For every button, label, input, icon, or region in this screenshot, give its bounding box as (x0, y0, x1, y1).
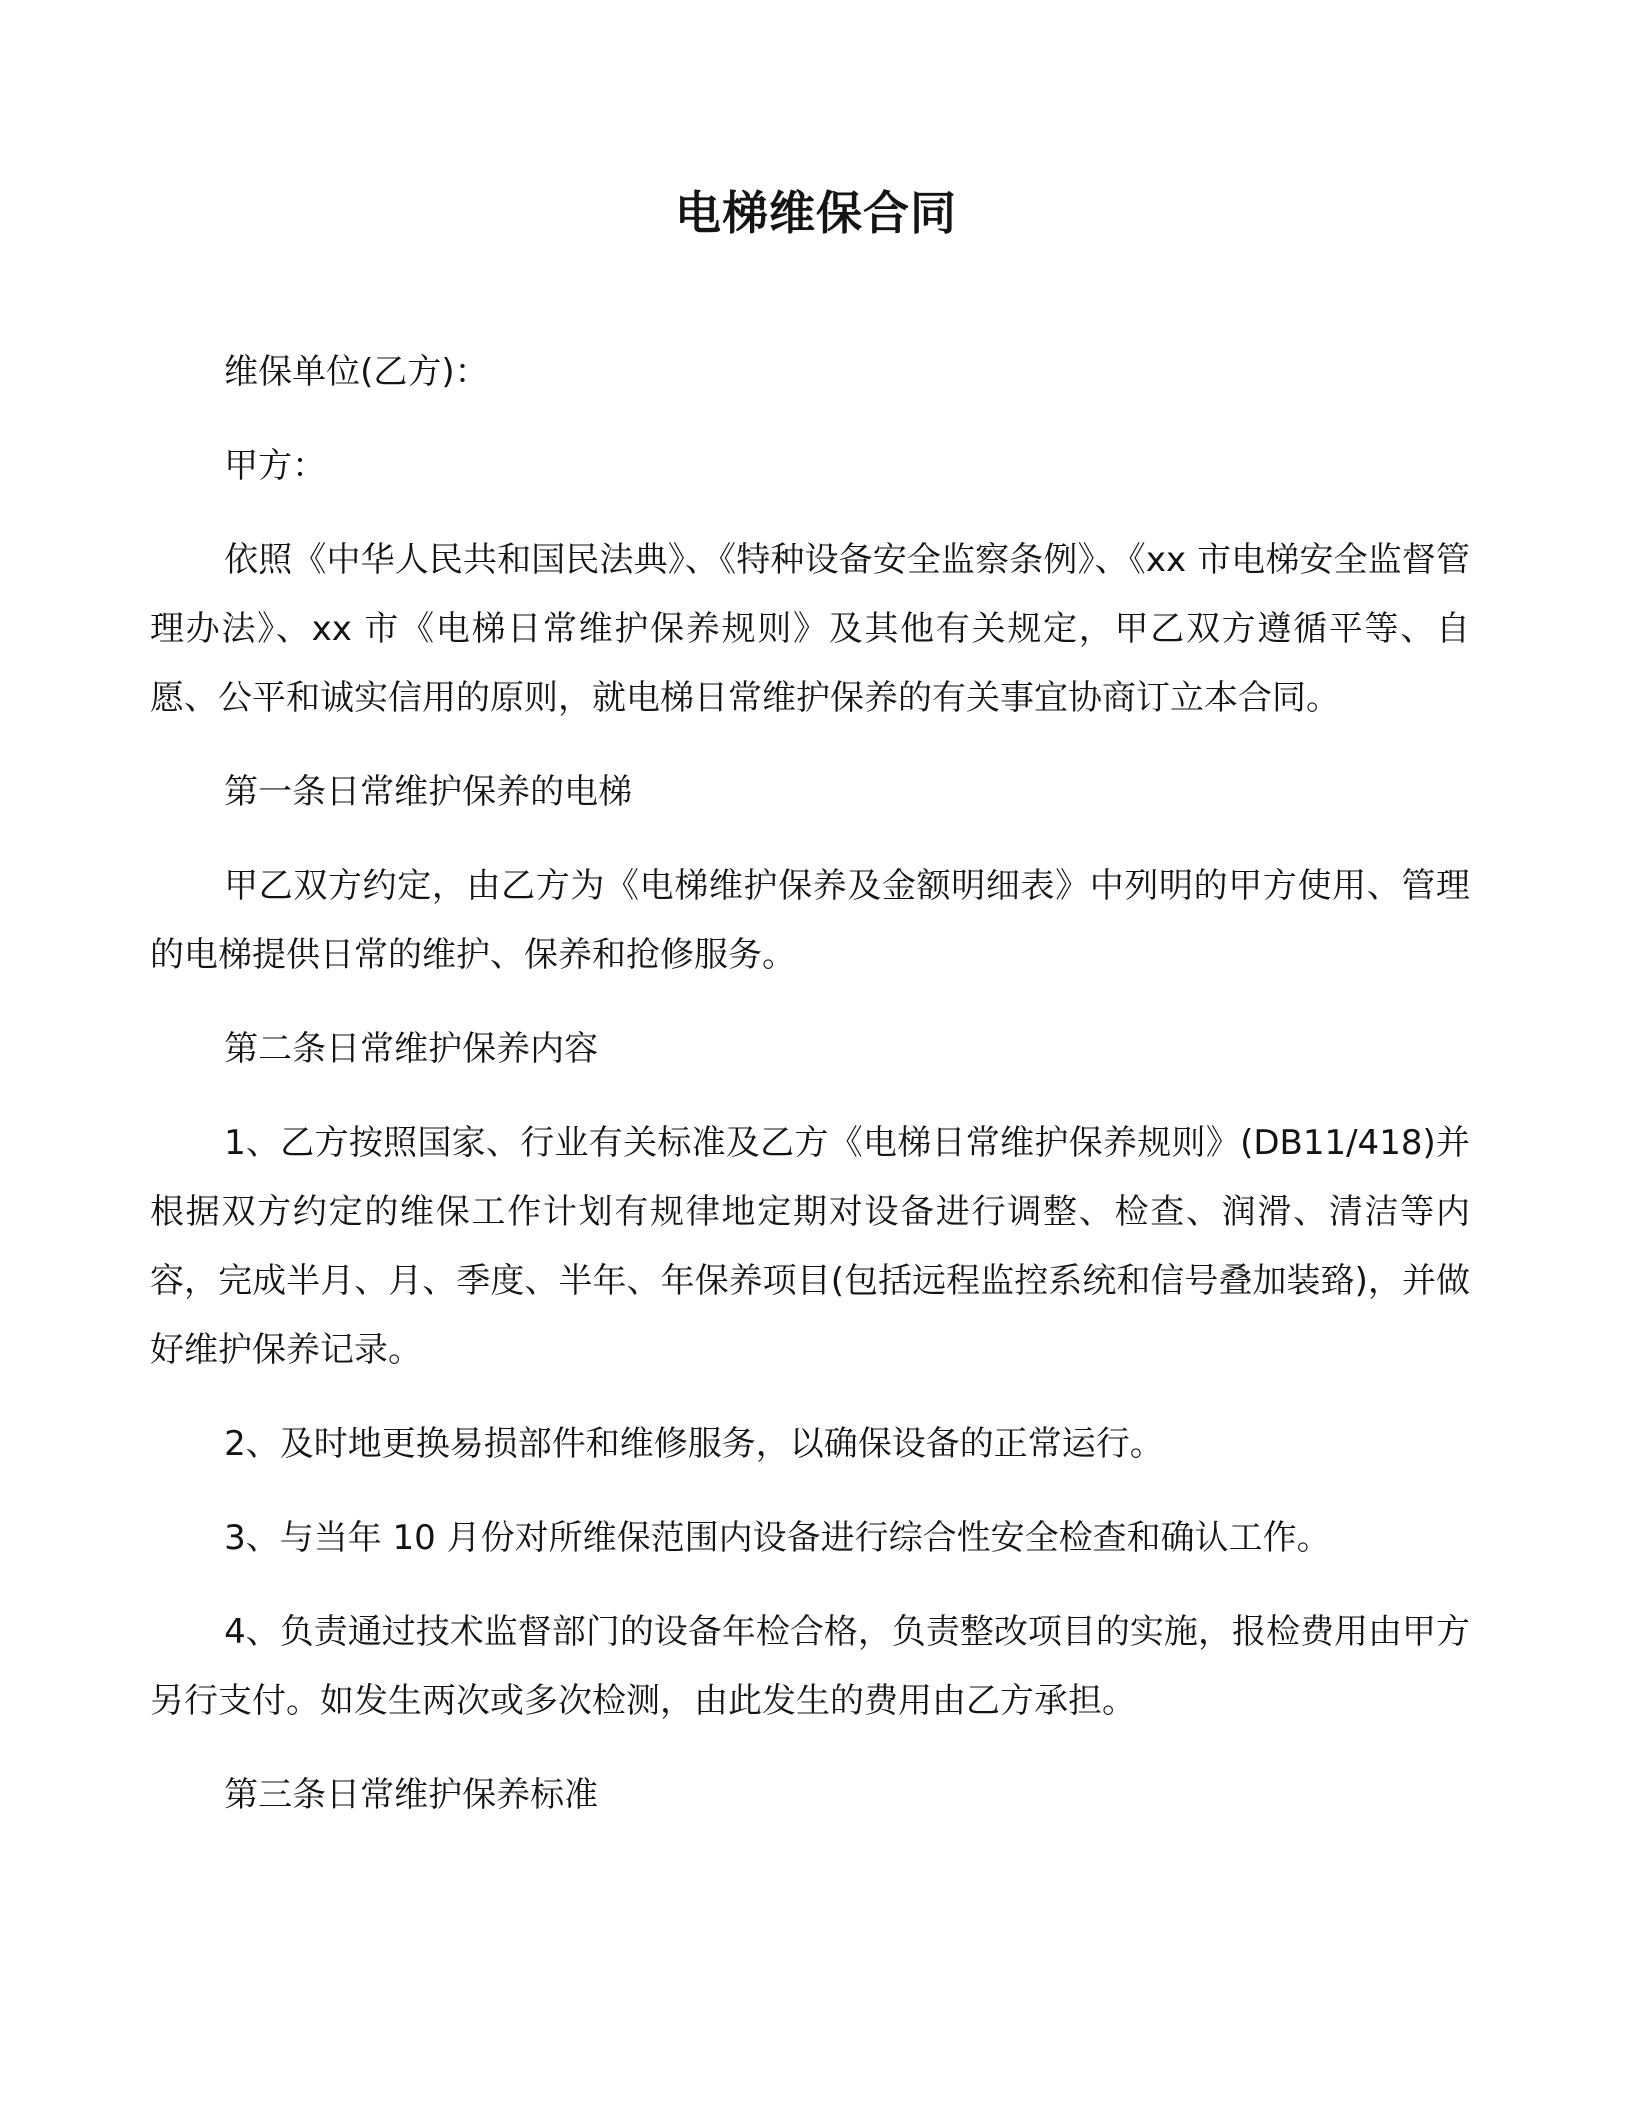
article-2-heading: 第二条日常维护保养内容 (224, 1029, 599, 1069)
article-2-item-2: 2、及时地更换易损部件和维修服务，以确保设备的正常运行。 (224, 1424, 1164, 1464)
article-2-item-3: 3、与当年 10 月份对所维保范围内设备进行综合性安全检查和确认工作。 (224, 1518, 1331, 1558)
article-2-item-1: 1、乙方按照国家、行业有关标准及乙方《电梯日常维护保养规则》(DB11/418)并根据双方约定的维保工作计划有规律地定期对设备进行调整、检查、润滑、清洁等内容，完成半月、月、季度、半年、年保养项目(包括远程监控系统和信号叠加装臵)，并做好维护保养记录。 (150, 1123, 1470, 1370)
article-1-heading: 第一条日常维护保养的电梯 (224, 772, 633, 812)
article-1-paragraph: 甲乙双方约定，由乙方为《电梯维护保养及金额明细表》中列明的甲方使用、管理的电梯提供日常的维护、保养和抢修服务。 (150, 866, 1470, 975)
party-a-line: 甲方： (224, 446, 327, 486)
document-title: 电梯维保合同 (675, 186, 957, 240)
party-b-line: 维保单位(乙方)： (224, 352, 489, 392)
preamble-paragraph: 依照《中华人民共和国民法典》、《特种设备安全监察条例》、《xx 市电梯安全监督管理办法》、xx 市《电梯日常维护保养规则》及其他有关规定，甲乙双方遵循平等、自愿、公平和诚实信用的原则，就电梯日常维护保养的有关事宜协商订立本合同。 (150, 540, 1470, 718)
article-2-item-4: 4、负责通过技术监督部门的设备年检合格，负责整改项目的实施，报检费用由甲方另行支付。如发生两次或多次检测，由此发生的费用由乙方承担。 (150, 1612, 1470, 1721)
article-3-heading: 第三条日常维护保养标准 (224, 1775, 599, 1815)
document-body (150, 338, 1470, 1855)
